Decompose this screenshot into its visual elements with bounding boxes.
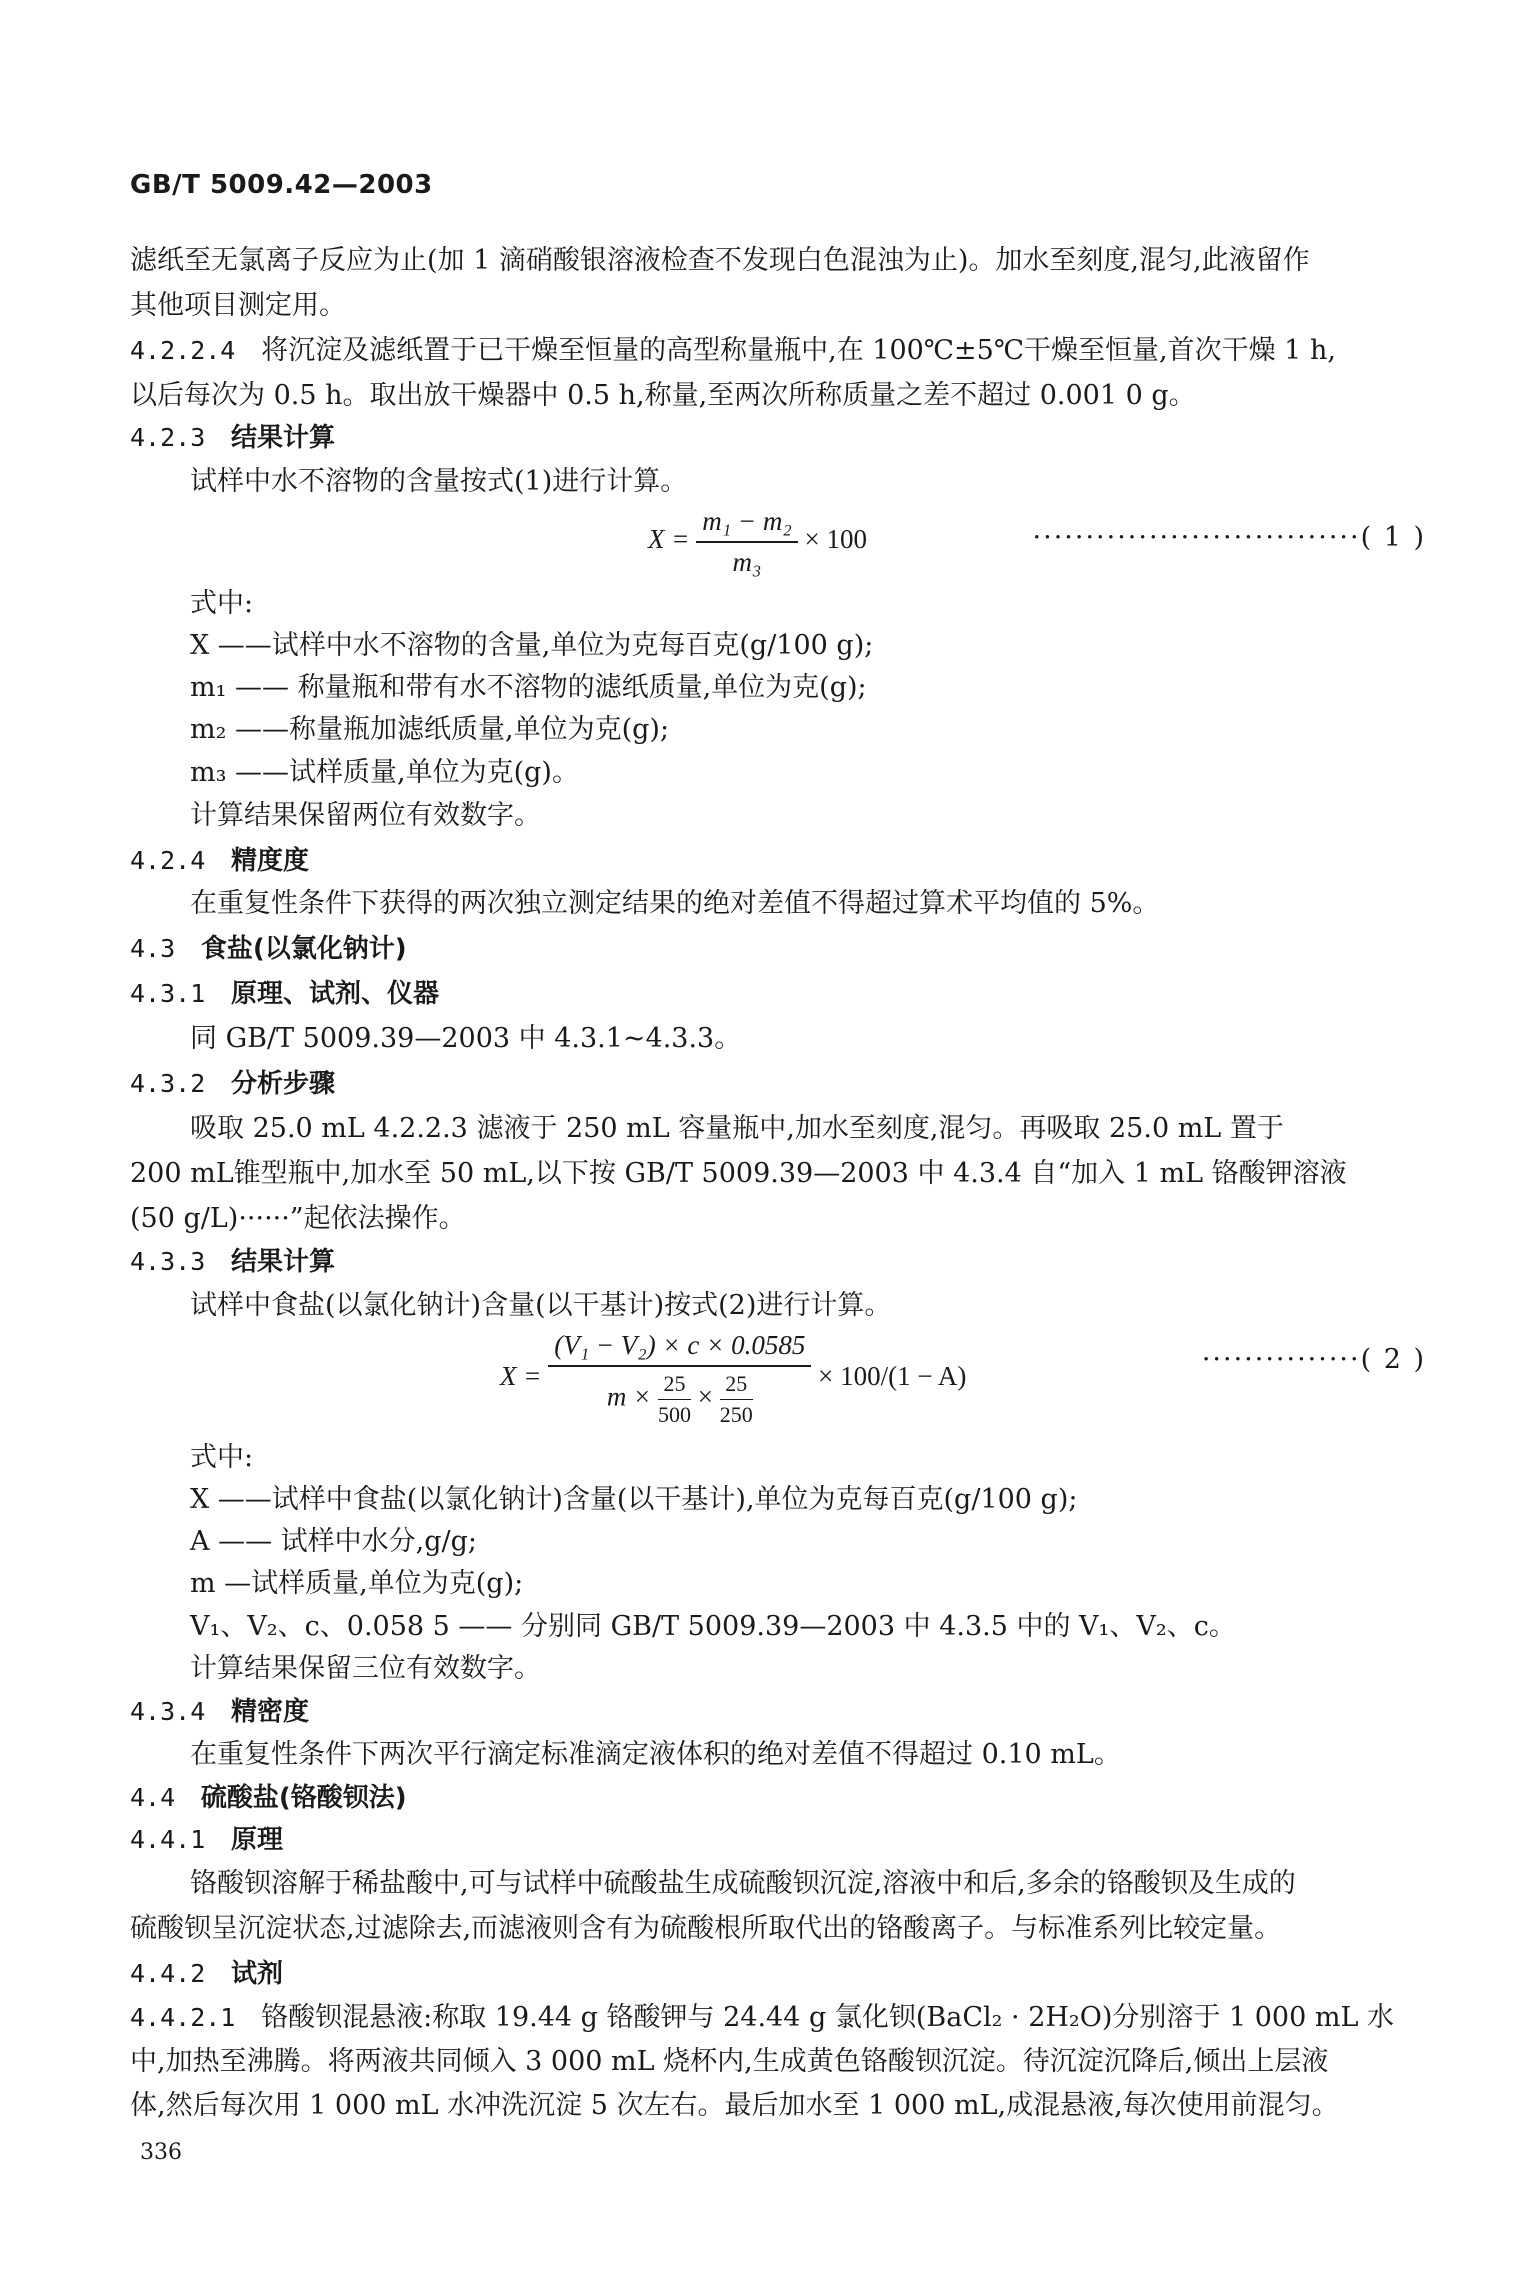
paragraph-line: 滤纸至无氯离子反应为止(加 1 滴硝酸银溶液检查不发现白色混浊为止)。加水至刻度,混匀,此液留作 [130,245,1310,276]
section-4-2-4-heading [130,845,309,877]
paragraph-line: 其他项目测定用。 [130,290,346,321]
section-4-3-heading [130,933,407,965]
paragraph-line: 试样中食盐(以氯化钠计)含量(以干基计)按式(2)进行计算。 [190,1290,892,1321]
paragraph-line: 铬酸钡溶解于稀盐酸中,可与试样中硫酸盐生成硫酸钡沉淀,溶液中和后,多余的铬酸钡及生成的 [190,1868,1296,1899]
paragraph-line: 吸取 25.0 mL 4.2.2.3 滤液于 250 mL 容量瓶中,加水至刻度,混匀。再吸取 25.0 mL 置于 [190,1113,1284,1144]
section-title: 结果计算 [231,1247,336,1277]
equation-number: ···············( 2 ) [1201,1344,1426,1375]
section-number: 4.2.4 [130,846,206,875]
section-number: 4.2.2.4 [130,336,236,365]
where-label: 式中: [190,1442,254,1473]
variable-definition: m₂ ——称量瓶加滤纸质量,单位为克(g); [190,714,670,745]
formula-numerator: m₁ − m₂ [696,506,798,543]
section-number: 4.4.1 [130,1825,206,1854]
section-4-2-3-heading [130,422,335,454]
section-title: 试剂 [231,1959,284,1989]
section-title: 精度度 [231,846,310,876]
paragraph-line: 体,然后每次用 1 000 mL 水冲洗沉淀 5 次左右。最后加水至 1 000 mL,成混悬液,每次使用前混匀。 [130,2090,1339,2121]
paragraph-line: 在重复性条件下获得的两次独立测定结果的绝对差值不得超过算术平均值的 5%。 [190,888,1160,919]
variable-definition: V₁、V₂、c、0.058 5 —— 分别同 GB/T 5009.39—2003 中 4.3.5 中的 V₁、V₂、c。 [190,1611,1236,1642]
section-4-2-2-4 [130,335,1336,367]
formula-small-numerator: 25 [720,1371,753,1400]
variable-definition: m —试样质量,单位为克(g); [190,1568,524,1599]
formula-lhs: X = [500,1361,542,1392]
section-number: 4.3.1 [130,979,206,1008]
section-number: 4.3.4 [130,1697,206,1726]
equation-number: ·······························( 1 ) [1032,522,1426,553]
section-number: 4.4 [130,1783,176,1812]
formula-small-numerator: 25 [658,1371,691,1400]
section-4-4-2-heading [130,1958,283,1990]
section-number: 4.2.3 [130,423,206,452]
formula-times: × [697,1381,714,1412]
section-title: 食盐(以氯化钠计) [200,934,407,964]
section-number: 4.3.2 [130,1069,206,1098]
section-4-3-4-heading [130,1696,309,1728]
paragraph-line: (50 g/L)······”起依法操作。 [130,1203,466,1234]
where-label: 式中: [190,588,254,619]
standard-number: GB/T 5009.42—2003 [130,170,433,200]
formula-fraction [696,506,798,578]
paragraph-line: 试样中水不溶物的含量按式(1)进行计算。 [190,466,688,497]
paragraph-text: 铬酸钡混悬液:称取 19.44 g 铬酸钾与 24.44 g 氯化钡(BaCl₂ · 2H₂O)分别溶于 1 000 mL 水 [261,2002,1394,2033]
paragraph-line: 同 GB/T 5009.39—2003 中 4.3.1~4.3.3。 [190,1023,742,1054]
paragraph-line: 200 mL锥型瓶中,加水至 50 mL,以下按 GB/T 5009.39—2003 中 4.3.4 自“加入 1 mL 铬酸钾溶液 [130,1158,1347,1189]
formula-fraction [548,1330,811,1428]
section-number: 4.4.2.1 [130,2003,236,2032]
page-number: 336 [140,2140,182,2165]
section-4-3-3-heading [130,1246,335,1278]
variable-definition: X ——试样中食盐(以氯化钠计)含量(以干基计),单位为克每百克(g/100 g); [190,1484,1078,1515]
formula-small-fraction [720,1371,753,1428]
section-number: 4.4.2 [130,1959,206,1988]
formula-denominator: m₃ [732,547,762,577]
section-4-3-2-heading [130,1068,335,1100]
section-number: 4.3.3 [130,1247,206,1276]
formula-2 [500,1330,966,1428]
paragraph-line: 在重复性条件下两次平行滴定标准滴定液体积的绝对差值不得超过 0.10 mL。 [190,1739,1121,1770]
formula-numerator: (V₁ − V₂) × c × 0.0585 [548,1330,811,1367]
section-4-4-heading [130,1782,407,1814]
formula-tail: × 100 [804,524,867,555]
section-4-4-2-1 [130,2002,1394,2034]
section-4-4-1-heading [130,1824,283,1856]
formula-small-denominator: 250 [719,1402,753,1427]
formula-1 [648,506,867,578]
formula-small-denominator: 500 [658,1402,692,1427]
paragraph-line: 以后每次为 0.5 h。取出放干燥器中 0.5 h,称量,至两次所称质量之差不超过 0.001 0 g。 [130,380,1196,411]
formula-lhs: X = [648,524,690,555]
section-title: 精密度 [231,1697,310,1727]
formula-small-fraction [658,1371,691,1428]
paragraph-line: 计算结果保留三位有效数字。 [190,1653,541,1684]
section-title: 硫酸盐(铬酸钡法) [200,1783,407,1813]
variable-definition: m₃ ——试样质量,单位为克(g)。 [190,757,579,788]
variable-definition: m₁ —— 称量瓶和带有水不溶物的滤纸质量,单位为克(g); [190,672,867,703]
paragraph-text: 将沉淀及滤纸置于已干燥至恒量的高型称量瓶中,在 100℃±5℃干燥至恒量,首次干燥 1 h, [261,335,1336,366]
paragraph-line: 中,加热至沸腾。将两液共同倾入 3 000 mL 烧杯内,生成黄色铬酸钡沉淀。待沉淀沉降后,倾出上层液 [130,2046,1329,2077]
section-title: 结果计算 [231,423,336,453]
variable-definition: A —— 试样中水分,g/g; [190,1526,478,1557]
section-title: 原理、试剂、仪器 [231,979,440,1009]
paragraph-line: 计算结果保留两位有效数字。 [190,800,541,831]
section-title: 分析步骤 [231,1069,336,1099]
section-number: 4.3 [130,934,176,963]
section-title: 原理 [231,1825,284,1855]
variable-definition: X ——试样中水不溶物的含量,单位为克每百克(g/100 g); [190,630,874,661]
section-4-3-1-heading [130,978,439,1010]
formula-denominator [548,1367,811,1428]
paragraph-line: 硫酸钡呈沉淀状态,过滤除去,而滤液则含有为硫酸根所取代出的铬酸离子。与标准系列比较定量。 [130,1913,1282,1944]
formula-denominator-m: m × [606,1381,652,1412]
formula-tail: × 100/(1 − A) [818,1361,967,1392]
